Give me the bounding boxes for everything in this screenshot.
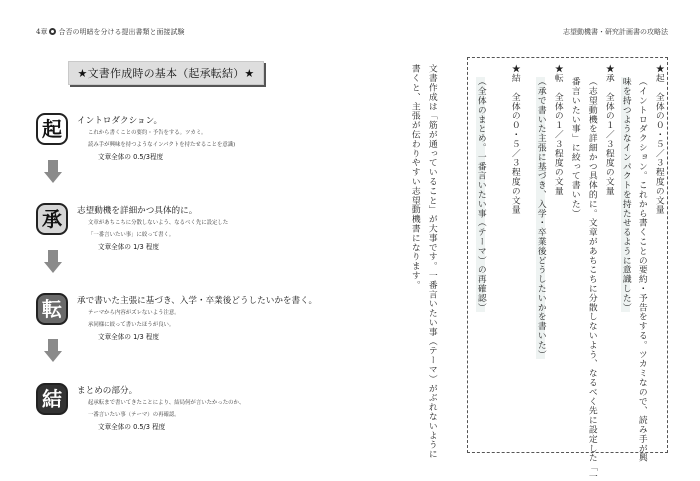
chapter-number: 4章	[36, 28, 48, 36]
step-description: これから書くことの要約・予告をする。ツカミ。	[88, 130, 207, 136]
example-column: ★起 全体の０・５／３程度の文量	[653, 64, 664, 215]
step-ratio: 文章全体の 1/3 程度	[98, 333, 159, 341]
ten-icon: 転	[36, 293, 68, 325]
down-arrow-icon	[44, 339, 62, 363]
example-column: （承で書いた主張に基づき、入学・卒業後どうしたいかを書いた）	[535, 77, 546, 359]
running-head-right: 志望動機書・研究計画書の攻略法	[563, 28, 668, 36]
step-ratio: 文章全体の 0.5/3 程度	[98, 423, 166, 431]
section-title-box	[68, 61, 264, 85]
down-arrow-icon	[44, 160, 62, 184]
example-column: ★転 全体の１／３程度の文量	[552, 64, 563, 196]
step-ratio: 文章全体の 1/3 程度	[98, 243, 159, 251]
example-column: ★結 全体の０・５／３程度の文量	[509, 64, 520, 215]
example-column: （イントロダクション。これから書くことの要約・予告をする。ツカミなので、読み手が興	[636, 77, 647, 463]
step-heading: 志望動機を詳細かつ具体的に。	[77, 206, 198, 216]
step-description: 読み手が興味を持つようなインパクトを持たせることを意識)	[88, 142, 236, 148]
body-text-column: 文書作成は「筋が通っていること」が大事です。一番言いたい事（テーマ）がぶれないように	[426, 64, 437, 459]
sho-icon: 承	[36, 203, 68, 235]
example-column: 味を持つようなインパクトを持たせるように意識した）	[620, 77, 631, 312]
running-head-left	[36, 27, 184, 37]
right-page	[350, 0, 700, 481]
example-column: （志望動機を詳細かつ具体的に。文章があちこちに分散しないよう、なるべく先に設定した「一	[586, 77, 597, 481]
chapter-title: 合否の明暗を分ける提出書類と面接試験	[58, 28, 185, 36]
ki-icon: 起	[36, 113, 68, 145]
step-heading: 承で書いた主張に基づき、入学・卒業後どうしたいかを書く。	[77, 296, 318, 306]
step-heading: イントロダクション。	[77, 116, 163, 126]
section-title: ★文書作成時の基本（起承転結）★	[77, 67, 255, 80]
step-ratio: 文章全体の 0.5/3程度	[98, 153, 164, 161]
step-description: 文章があちこちに分散しないよう、なるべく先に設定した	[88, 220, 229, 226]
step-description: 「一番言いたい事」に絞って書く。	[88, 232, 175, 238]
example-column: 番言いたい事」に絞って書いた）	[569, 77, 580, 218]
step-heading: まとめの部分。	[77, 386, 138, 396]
example-column: （全体のまとめ。一番言いたい事（テーマ）の再確認）	[475, 77, 486, 312]
step-description: 承同様に絞って書いたほうが良い。	[88, 322, 175, 328]
bullet-circle-icon	[49, 28, 56, 35]
step-description: 起承転まで書いてきたことにより、結局何が言いたかったのか、	[88, 400, 245, 406]
step-description: 一番言いたい事（テーマ）の再確認。	[88, 412, 180, 418]
ketsu-icon: 結	[36, 383, 68, 415]
step-description: テーマから内容がズレないよう注意。	[88, 310, 180, 316]
down-arrow-icon	[44, 250, 62, 274]
body-text-column: 書くと、主張が伝わりやすい志望動機書になります。	[409, 64, 420, 290]
example-column: ★承 全体の１／３程度の文量	[603, 64, 614, 196]
